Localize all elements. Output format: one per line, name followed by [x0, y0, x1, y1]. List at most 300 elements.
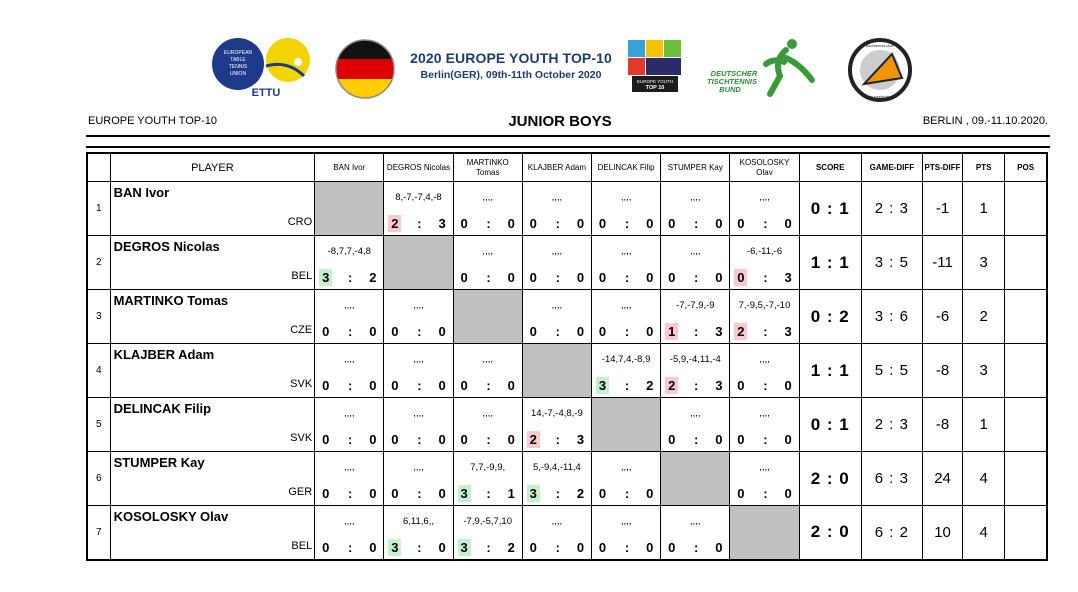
match-games-lost: 3 [784, 324, 792, 339]
results-table [86, 152, 1048, 561]
match-separator: : [763, 378, 768, 393]
game-diff-cell: 3 : 5 [861, 236, 922, 290]
match-set-scores: ,,,, [759, 354, 770, 365]
match-result [454, 215, 522, 232]
match-cell [453, 452, 522, 506]
match-games-won: 0 [598, 270, 607, 285]
pos-cell [1005, 290, 1047, 344]
match-games-won: 3 [319, 269, 332, 286]
match-games-lost: 0 [715, 216, 723, 231]
match-games-won: 0 [322, 539, 330, 555]
match-result [454, 431, 522, 448]
match-separator: : [763, 432, 768, 447]
match-games-won: 0 [460, 216, 468, 231]
match-separator: : [624, 216, 630, 231]
match-result [661, 215, 729, 232]
game-diff-cell: 6 : 3 [861, 452, 922, 506]
player-country: GER [288, 486, 313, 498]
match-games-won: 3 [458, 539, 471, 556]
pos-cell [1005, 506, 1047, 560]
match-result [592, 269, 660, 286]
match-cell [453, 182, 522, 236]
match-games-lost: 3 [784, 270, 792, 285]
match-result [523, 215, 591, 232]
match-games-won: 0 [391, 486, 399, 501]
match-games-won: 0 [598, 216, 607, 231]
pts-diff-cell: -8 [922, 344, 962, 398]
match-games-won: 2 [665, 377, 678, 394]
match-games-lost: 0 [438, 432, 446, 447]
match-cell [661, 236, 730, 290]
match-result [384, 377, 452, 394]
match-separator: : [417, 324, 422, 339]
match-set-scores: -14,7,4,-8,9 [601, 354, 651, 365]
divider-bottom [86, 146, 1050, 148]
match-set-scores: -6,-11,-6 [746, 246, 783, 257]
ettu-line-2: TABLE [230, 57, 246, 63]
match-result [454, 485, 522, 502]
match-games-won: 0 [668, 539, 676, 555]
match-result [730, 269, 798, 286]
game-diff-cell: 2 : 3 [861, 398, 922, 452]
match-separator: : [486, 432, 491, 447]
match-cell [522, 182, 591, 236]
match-set-scores: 6,11,6,, [402, 516, 434, 527]
match-games-won: 2 [388, 215, 401, 232]
score-cell: 0 : 1 [799, 398, 861, 452]
opponent-header: DEGROS Nicolas [384, 153, 453, 182]
match-separator: : [348, 270, 353, 285]
pts-diff-cell: -6 [922, 290, 962, 344]
score-cell: 2 : 0 [799, 506, 861, 560]
opponent-header: KOSOLOSKY Olav [730, 153, 799, 182]
match-set-scores: ,,,, [344, 462, 355, 473]
row-number: 5 [87, 398, 110, 452]
player-header: PLAYER [110, 153, 315, 182]
match-cell [384, 506, 453, 560]
match-separator: : [763, 216, 768, 231]
dttb-logo [700, 36, 830, 98]
match-games-won: 0 [460, 270, 468, 285]
match-separator: : [624, 486, 630, 501]
category-title: JUNIOR BOYS [508, 113, 612, 130]
match-games-won: 3 [388, 539, 401, 556]
match-result [592, 323, 660, 340]
match-cell [661, 182, 730, 236]
match-games-won: 3 [458, 485, 471, 502]
match-games-lost: 0 [715, 432, 723, 447]
match-cell [384, 182, 453, 236]
player-name: BAN Ivor [113, 185, 170, 200]
match-result [661, 431, 729, 448]
match-cell [384, 452, 453, 506]
match-games-lost: 0 [576, 539, 585, 555]
match-set-scores: ,,,, [620, 246, 632, 257]
match-set-scores: ,,,, [482, 192, 493, 203]
pos-cell [1005, 182, 1047, 236]
player-cell [110, 182, 315, 236]
match-games-won: 0 [391, 324, 399, 339]
self-match-cell [384, 236, 453, 290]
match-separator: : [348, 324, 353, 339]
pos-header: POS [1005, 153, 1047, 182]
ettu-wordmark: ETTU [251, 87, 281, 98]
game-diff-cell: 3 : 6 [861, 290, 922, 344]
match-set-scores: -8,7,7,-4,8 [327, 246, 371, 257]
match-cell [384, 398, 453, 452]
event-title-block [404, 50, 618, 81]
match-games-lost: 0 [784, 486, 792, 501]
match-separator: : [486, 539, 491, 555]
match-separator: : [348, 486, 353, 501]
match-games-lost: 0 [507, 378, 515, 393]
match-games-won: 3 [596, 377, 609, 394]
self-match-cell [522, 344, 591, 398]
match-result [315, 269, 383, 286]
self-match-cell [453, 290, 522, 344]
match-separator: : [417, 216, 422, 231]
match-games-lost: 0 [438, 378, 446, 393]
match-set-scores: ,,,, [551, 300, 563, 311]
match-set-scores: ,,,, [620, 192, 632, 203]
match-separator: : [555, 539, 560, 555]
match-games-won: 0 [598, 486, 607, 501]
player-country: BEL [291, 270, 313, 282]
row-number: 2 [87, 236, 110, 290]
match-games-lost: 3 [715, 324, 723, 339]
match-cell [730, 236, 799, 290]
match-result [523, 269, 591, 286]
table-row [87, 344, 1047, 398]
match-set-scores: -5,9,-4,11,-4 [669, 354, 721, 365]
match-separator: : [694, 324, 699, 339]
match-set-scores: ,,,, [551, 246, 563, 257]
match-set-scores: ,,,, [620, 516, 632, 527]
ettu-line-4: UNION [229, 71, 247, 77]
pts-cell: 4 [963, 506, 1005, 560]
match-separator: : [694, 378, 699, 393]
match-cell [453, 344, 522, 398]
match-set-scores: ,,,, [344, 516, 355, 527]
pts-diff-cell: -1 [922, 182, 962, 236]
match-games-lost: 3 [715, 378, 723, 393]
match-games-won: 0 [734, 269, 747, 286]
match-cell [315, 236, 384, 290]
match-games-won: 0 [460, 432, 468, 447]
match-cell [592, 290, 661, 344]
match-result [661, 377, 729, 394]
pts-cell: 1 [963, 398, 1005, 452]
match-games-won: 0 [322, 378, 330, 393]
match-result [454, 539, 522, 556]
match-games-won: 3 [527, 485, 540, 502]
player-country: SVK [290, 432, 313, 444]
row-number: 6 [87, 452, 110, 506]
eyt-line-2: TOP 10 [645, 85, 665, 91]
match-cell [522, 290, 591, 344]
match-games-won: 2 [734, 323, 747, 340]
match-games-lost: 2 [507, 539, 515, 555]
match-games-lost: 0 [646, 270, 654, 285]
match-games-won: 0 [529, 324, 537, 339]
match-cell [661, 506, 730, 560]
self-match-cell [661, 452, 730, 506]
match-cell [522, 452, 591, 506]
match-cell [522, 236, 591, 290]
match-games-lost: 0 [646, 486, 654, 501]
score-cell: 1 : 1 [799, 344, 861, 398]
match-result [315, 485, 383, 502]
match-games-lost: 2 [369, 270, 377, 285]
match-set-scores: 7,-9,5,-7,-10 [738, 300, 791, 311]
score-cell: 0 : 2 [799, 290, 861, 344]
match-separator: : [348, 378, 353, 393]
num-header [87, 153, 110, 182]
player-country: CRO [287, 216, 313, 228]
ettu-logo [208, 36, 316, 98]
player-cell [110, 344, 315, 398]
pts-cell: 2 [963, 290, 1005, 344]
table-row [87, 236, 1047, 290]
club-logo [846, 38, 914, 102]
match-set-scores: ,,,, [482, 246, 493, 257]
ettu-line-1: EUROPEAN [223, 50, 253, 56]
header-row [87, 153, 1047, 182]
player-cell [110, 290, 315, 344]
score-cell: 2 : 0 [799, 452, 861, 506]
match-separator: : [417, 432, 422, 447]
match-result [315, 377, 383, 394]
match-result [730, 431, 798, 448]
player-name: MARTINKO Tomas [113, 293, 229, 308]
table-row [87, 452, 1047, 506]
match-games-won: 0 [598, 539, 607, 555]
match-result [523, 431, 591, 448]
match-cell [730, 398, 799, 452]
germany-flag-icon [334, 38, 396, 100]
match-games-lost: 3 [438, 216, 446, 231]
match-cell [453, 236, 522, 290]
match-result [661, 539, 729, 556]
pts-diff-header: PTS-DIFF [922, 153, 962, 182]
match-separator: : [555, 486, 560, 501]
table-row [87, 506, 1047, 560]
match-games-lost: 0 [438, 486, 446, 501]
match-cell [453, 506, 522, 560]
match-cell [315, 290, 384, 344]
match-games-won: 0 [322, 432, 330, 447]
player-cell [110, 452, 315, 506]
match-games-won: 0 [529, 270, 537, 285]
player-name: KLAJBER Adam [113, 347, 215, 362]
match-set-scores: ,,,, [759, 408, 770, 419]
match-set-scores: ,,,, [690, 192, 701, 203]
pts-header: PTS [963, 153, 1005, 182]
match-set-scores: ,,,, [413, 462, 424, 473]
match-cell [315, 344, 384, 398]
match-cell [730, 182, 799, 236]
match-set-scores: ,,,, [690, 408, 701, 419]
match-games-lost: 0 [784, 378, 792, 393]
match-result [454, 269, 522, 286]
divider-top [86, 135, 1050, 137]
match-cell [453, 398, 522, 452]
match-games-won: 0 [529, 539, 537, 555]
match-set-scores: 8,-7,-7,4,-8 [395, 192, 442, 203]
match-separator: : [763, 270, 768, 285]
match-separator: : [555, 270, 560, 285]
europe-youth-top10-logo [626, 38, 684, 98]
match-separator: : [555, 432, 560, 447]
match-set-scores: ,,,, [620, 462, 632, 473]
game-diff-cell: 2 : 3 [861, 182, 922, 236]
match-separator: : [624, 270, 630, 285]
opponent-header: MARTINKO Tomas [453, 153, 522, 182]
match-games-won: 0 [460, 378, 468, 393]
match-set-scores: -7,-7,9,-9 [676, 300, 715, 311]
competition-caption: EUROPE YOUTH TOP-10 [88, 115, 217, 127]
match-cell [315, 398, 384, 452]
match-separator: : [486, 378, 491, 393]
match-cell [730, 344, 799, 398]
match-set-scores: ,,,, [690, 246, 701, 257]
match-result [592, 539, 660, 556]
pts-diff-cell: 10 [922, 506, 962, 560]
match-separator: : [555, 324, 560, 339]
match-games-won: 0 [391, 378, 399, 393]
match-set-scores: ,,,, [344, 300, 355, 311]
table-row [87, 182, 1047, 236]
dttb-line-1: DEUTSCHER [710, 69, 758, 78]
match-games-lost: 2 [576, 486, 585, 501]
match-games-lost: 0 [715, 539, 723, 555]
club-line-1: tischtennis.club [866, 43, 894, 48]
pts-cell: 4 [963, 452, 1005, 506]
match-cell [315, 452, 384, 506]
player-name: DELINCAK Filip [113, 401, 212, 416]
match-games-lost: 0 [369, 486, 377, 501]
player-name: STUMPER Kay [113, 455, 205, 470]
match-result [315, 323, 383, 340]
match-games-lost: 0 [784, 216, 792, 231]
opponent-header: STUMPER Kay [661, 153, 730, 182]
match-games-lost: 1 [507, 486, 515, 501]
match-cell [592, 452, 661, 506]
match-set-scores: ,,,, [344, 354, 355, 365]
match-result [384, 485, 452, 502]
match-result [592, 215, 660, 232]
club-line-2: berlin.eastside.e.V. [863, 94, 897, 99]
match-separator: : [694, 270, 699, 285]
match-result [454, 377, 522, 394]
match-set-scores: ,,,, [690, 516, 701, 527]
match-games-won: 0 [737, 216, 745, 231]
match-set-scores: 7,7,-9,9, [470, 462, 506, 473]
results-body [87, 182, 1047, 560]
match-separator: : [486, 270, 491, 285]
match-separator: : [694, 216, 699, 231]
match-result [592, 377, 660, 394]
table-row [87, 398, 1047, 452]
pts-cell: 1 [963, 182, 1005, 236]
match-games-won: 0 [737, 378, 745, 393]
match-games-won: 0 [391, 432, 399, 447]
location-date-caption: BERLIN , 09.-11.10.2020. [922, 115, 1048, 127]
match-separator: : [417, 539, 422, 555]
match-games-lost: 0 [784, 432, 792, 447]
match-games-lost: 0 [369, 432, 377, 447]
player-country: SVK [290, 378, 313, 390]
match-result [384, 215, 452, 232]
match-games-won: 0 [668, 432, 676, 447]
match-cell [661, 398, 730, 452]
match-cell [592, 182, 661, 236]
match-separator: : [694, 432, 699, 447]
match-set-scores: ,,,, [413, 354, 424, 365]
self-match-cell [592, 398, 661, 452]
ettu-line-3: TENNIS [228, 64, 248, 70]
match-cell [661, 344, 730, 398]
match-set-scores: -7,9,-5,7,10 [463, 516, 512, 527]
match-result [384, 431, 452, 448]
game-diff-header: GAME-DIFF [861, 153, 922, 182]
pos-cell [1005, 452, 1047, 506]
pos-cell [1005, 236, 1047, 290]
score-cell: 1 : 1 [799, 236, 861, 290]
row-number: 4 [87, 344, 110, 398]
match-separator: : [694, 539, 699, 555]
match-games-lost: 0 [646, 324, 654, 339]
match-set-scores: ,,,, [482, 408, 493, 419]
match-set-scores: ,,,, [759, 192, 770, 203]
match-cell [522, 398, 591, 452]
match-games-won: 0 [737, 486, 745, 501]
match-result [592, 485, 660, 502]
row-number: 7 [87, 506, 110, 560]
row-number: 1 [87, 182, 110, 236]
match-set-scores: 5,-9,4,-11,4 [532, 462, 581, 473]
player-name: DEGROS Nicolas [113, 239, 220, 254]
player-cell [110, 506, 315, 560]
match-cell [661, 290, 730, 344]
match-result [730, 323, 798, 340]
player-country: BEL [291, 539, 313, 552]
self-match-cell [315, 182, 384, 236]
match-result [523, 485, 591, 502]
match-set-scores: ,,,, [551, 516, 563, 527]
match-cell [592, 344, 661, 398]
pts-cell: 3 [963, 236, 1005, 290]
match-separator: : [417, 486, 422, 501]
score-cell: 0 : 1 [799, 182, 861, 236]
match-separator: : [624, 324, 630, 339]
match-result [730, 215, 798, 232]
match-games-lost: 0 [646, 539, 654, 555]
player-cell [110, 236, 315, 290]
event-title: 2020 EUROPE YOUTH TOP-10 [410, 50, 612, 66]
match-games-won: 0 [322, 324, 330, 339]
match-games-lost: 0 [646, 216, 654, 231]
match-result [315, 539, 383, 556]
self-match-cell [730, 506, 799, 560]
match-separator: : [486, 486, 491, 501]
pos-cell [1005, 344, 1047, 398]
match-cell [730, 452, 799, 506]
match-cell [315, 506, 384, 560]
match-cell [592, 506, 661, 560]
opponent-header: BAN Ivor [315, 153, 384, 182]
match-result [523, 323, 591, 340]
